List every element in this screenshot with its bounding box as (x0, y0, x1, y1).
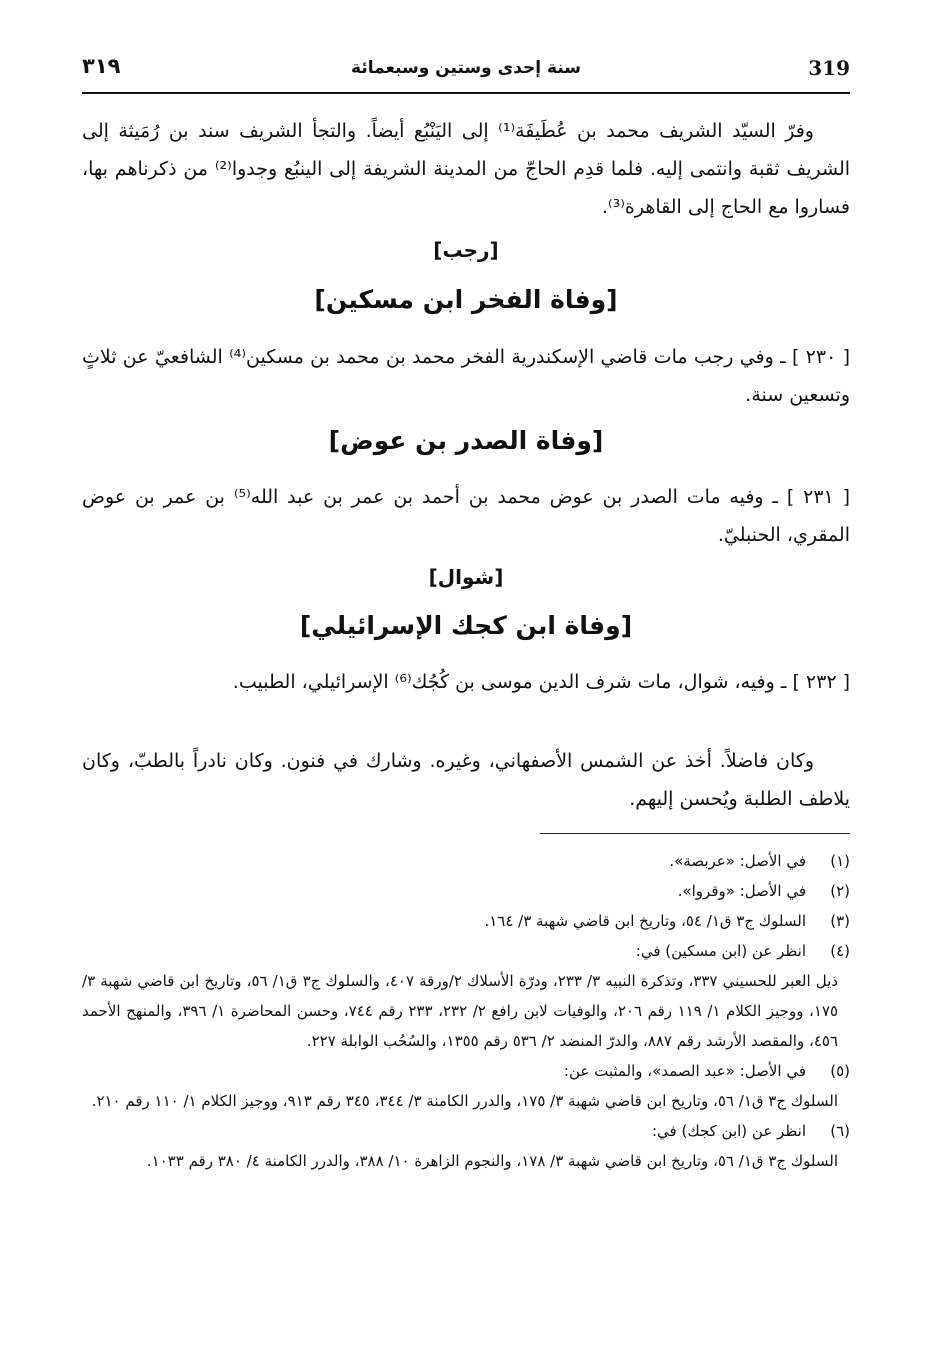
running-title: سنة إحدى وستين وسبعمائة (351, 58, 581, 78)
page-number-latin: 319 (808, 56, 850, 80)
footnote-text: انظر عن (ابن كجك) في: (651, 1122, 806, 1140)
footnotes (82, 846, 850, 1176)
footnote-5 (82, 1056, 850, 1116)
section-heading-sadr: [وفاة الصدر بن عوض] (328, 426, 604, 455)
paragraph-text: وفرّ السيّد الشريف محمد بن عُطَيفَة⁽¹⁾ إلى اليَنْبُع أيضاً. والتجأ الشريف سند بن رُمَيثة إلى الشريف ثقبة وانتمى إليه. فلما قدِم الحاجّ من المدينة الشريفة إلى الينبُع وجدوا⁽²⁾ من ذكرناهم بها، فساروا مع الحاج إلى القاهرة⁽³⁾. (82, 120, 851, 218)
footnote-3 (82, 906, 850, 936)
footnote-text: في الأصل: «وقروا». (677, 882, 806, 900)
footnote-number: (٤) (830, 942, 850, 960)
paragraph-opening (82, 112, 850, 226)
footnote-text: في الأصل: «عبد الصمد»، والمثبت عن: (563, 1062, 806, 1080)
footnote-number: (٦) (830, 1122, 850, 1140)
section-heading-fakhr: [وفاة الفخر ابن مسكين] (314, 285, 618, 314)
section-heading-kujuk: [وفاة ابن كجك الإسرائيلي] (299, 611, 633, 640)
entry-text: [ ٢٣١ ] ـ وفيه مات الصدر بن عوض محمد بن أحمد بن عمر بن عبد الله⁽⁵⁾ بن عمر بن عوض المقري، الحنبليّ. (82, 486, 850, 546)
entry-231 (82, 478, 850, 554)
footnote-sources: ذيل العبر للحسيني ٣٣٧، وتذكرة النبيه ٣/ ٢٣٣، ودرّة الأسلاك ٢/ورقة ٤٠٧، والسلوك ج٣ ق١/ ٥٦، وتاريخ ابن قاضي شهبة ٣/ ١٧٥، ووجيز الكلام ١/ ١١٩ رقم ٢٠٦، والوفيات لابن رافع ٢/ ٢٣٢، ٢٣٣ رقم ٧٤٤، وحسن المحاضرة ١/ ٣٩٦، والمنهج الأحمد ٤٥٦، والمقصد الأرشد رقم ٨٨٧، والدرّ المنضد ٢/ ٥٣٦ رقم ١٣٥٥، والسُحُب الوابلة ٢٢٧. (82, 972, 839, 1050)
footnote-1 (82, 846, 850, 876)
entry-text: [ ٢٣٢ ] ـ وفيه، شوال، مات شرف الدين موسى بن كُجُك⁽⁶⁾ الإسرائيلي، الطبيب. (232, 671, 850, 693)
entry-230 (82, 338, 850, 414)
entry-232 (82, 663, 850, 701)
footnote-text: السلوك ج٣ ق١/ ٥٤، وتاريخ ابن قاضي شهبة ٣/ ١٦٤. (484, 912, 806, 930)
footnote-text: انظر عن (ابن مسكين) في: (635, 942, 806, 960)
footnote-2 (82, 876, 850, 906)
footnote-number: (١) (830, 852, 850, 870)
page-header (82, 52, 850, 94)
footnote-4 (82, 936, 850, 1056)
footnote-text: في الأصل: «عربصة». (669, 852, 806, 870)
entry-232-continuation (82, 742, 850, 818)
footnote-6 (82, 1116, 850, 1176)
section-heading-rajab: [رجب] (433, 238, 499, 262)
footnote-separator (540, 833, 850, 834)
footnote-sources: السلوك ج٣ ق١/ ٥٦، وتاريخ ابن قاضي شهبة ٣/ ١٧٨، والنجوم الزاهرة ١٠/ ٣٨٨، والدرر الكامنة ٤/ ٣٨٠ رقم ١٠٣٣. (146, 1152, 838, 1170)
footnote-number: (٣) (830, 912, 850, 930)
footnote-sources: السلوك ج٣ ق١/ ٥٦، وتاريخ ابن قاضي شهبة ٣/ ١٧٥، والدرر الكامنة ٣/ ٣٤٤، ٣٤٥ رقم ٩١٣، ووجيز الكلام ١/ ١١٠ رقم ٢١٠. (91, 1092, 838, 1110)
page-number-arabic: ٣١٩ (82, 54, 121, 78)
entry-text: [ ٢٣٠ ] ـ وفي رجب مات قاضي الإسكندرية الفخر محمد بن محمد بن مسكين⁽⁴⁾ الشافعيّ عن ثلاثٍ وتسعين سنة. (82, 346, 850, 406)
footnote-number: (٥) (830, 1062, 850, 1080)
section-heading-shawwal: [شوال] (428, 565, 504, 589)
footnote-number: (٢) (830, 882, 850, 900)
entry-text: وكان فاضلاً. أخذ عن الشمس الأصفهاني، وغيره. وشارك في فنون. وكان نادراً بالطبّ، وكان يلاطف الطلبة ويُحسن إليهم. (82, 750, 850, 810)
